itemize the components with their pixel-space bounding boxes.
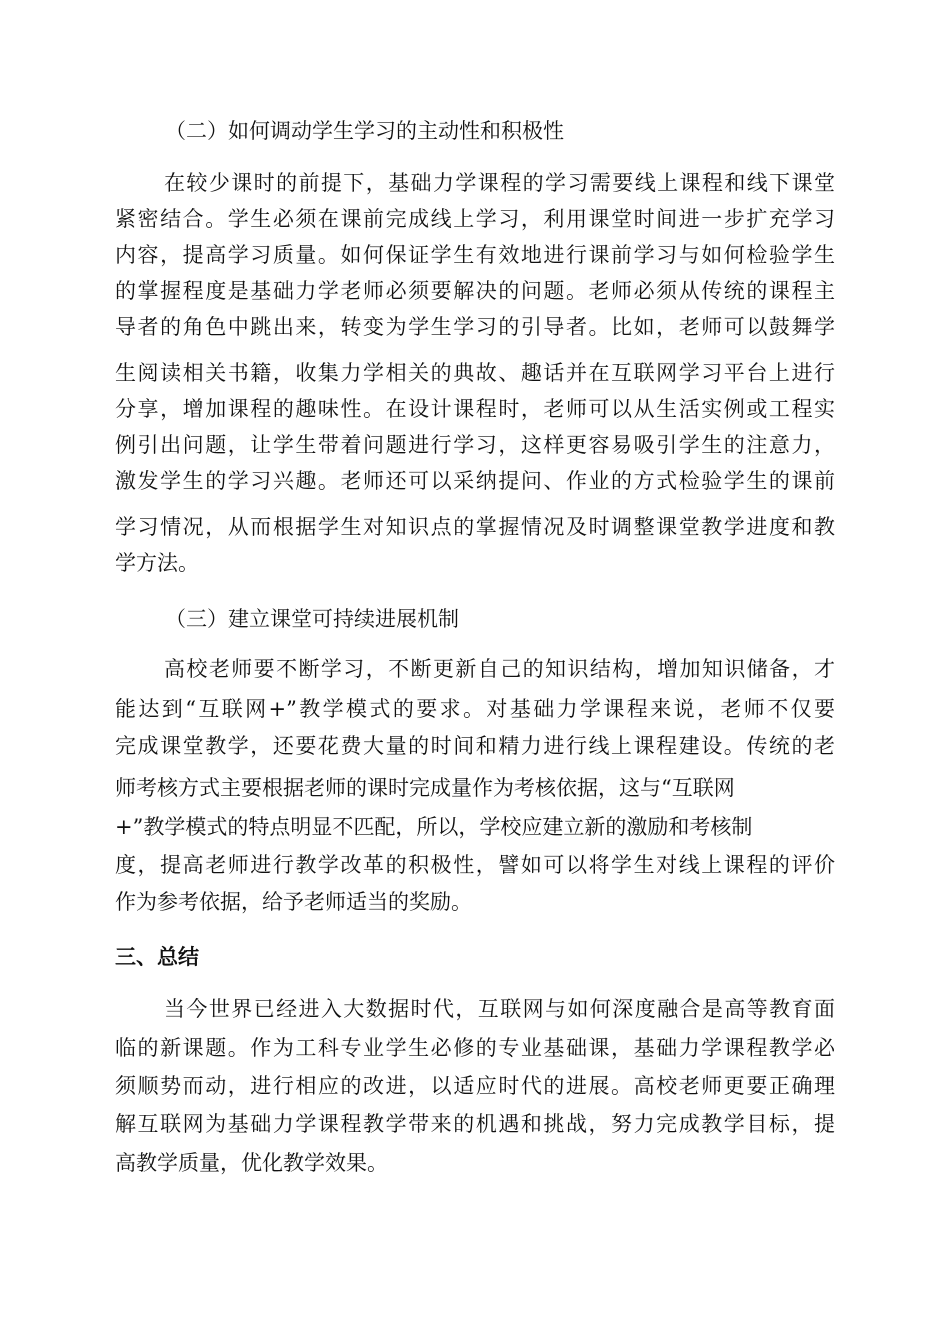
paragraph-line: 能达到“互联网+”教学模式的要求。对基础力学课程来说，老师不仅要 [115, 697, 835, 721]
section-heading: 三、总结 [115, 944, 199, 969]
paragraph-line: 例引出问题，让学生带着问题进行学习，这样更容易吸引学生的注意力， [115, 433, 835, 457]
paragraph-line: 完成课堂教学，还要花费大量的时间和精力进行线上课程建设。传统的老 [115, 734, 835, 758]
paragraph-line: 度，提高老师进行教学改革的积极性，譬如可以将学生对线上课程的评价 [115, 853, 835, 877]
paragraph-line: 学习情况，从而根据学生对知识点的掌握情况及时调整课堂教学进度和教 [115, 515, 835, 539]
paragraph-line: 激发学生的学习兴趣。老师还可以采纳提问、作业的方式检验学生的课前 [115, 469, 835, 493]
subheading-3: （三）建立课堂可持续进展机制 [165, 607, 459, 631]
paragraph-line: 在较少课时的前提下，基础力学课程的学习需要线上课程和线下课堂 [164, 171, 835, 195]
paragraph-line: 须顺势而动，进行相应的改进，以适应时代的进展。高校老师更要正确理 [115, 1074, 835, 1098]
paragraph-line: 解互联网为基础力学课程教学带来的机遇和挑战，努力完成教学目标，提 [115, 1112, 835, 1136]
paragraph-line: 作为参考依据，给予老师适当的奖励。 [115, 890, 472, 914]
paragraph-line: 学方法。 [115, 551, 199, 575]
paragraph-line: 导者的角色中跳出来，转变为学生学习的引导者。比如，老师可以鼓舞学 [115, 315, 835, 339]
paragraph-line: 内容，提高学习质量。如何保证学生有效地进行课前学习与如何检验学生 [115, 243, 835, 267]
paragraph-line: 师考核方式主要根据老师的课时完成量作为考核依据，这与“互联网 [115, 776, 735, 800]
paragraph-line: 的掌握程度是基础力学老师必须要解决的问题。老师必须从传统的课程主 [115, 279, 835, 303]
paragraph-line: 生阅读相关书籍，收集力学相关的典故、趣话并在互联网学习平台上进行 [115, 361, 835, 385]
paragraph-line: 临的新课题。作为工科专业学生必修的专业基础课，基础力学课程教学必 [115, 1036, 835, 1060]
paragraph-line: 分享，增加课程的趣味性。在设计课程时，老师可以从生活实例或工程实 [115, 397, 835, 421]
subheading-2: （二）如何调动学生学习的主动性和积极性 [165, 119, 564, 143]
paragraph-line: +”教学模式的特点明显不匹配，所以，学校应建立新的激励和考核制 [115, 815, 753, 839]
paragraph-line: 紧密结合。学生必须在课前完成线上学习，利用课堂时间进一步扩充学习 [115, 207, 835, 231]
paragraph-line: 当今世界已经进入大数据时代，互联网与如何深度融合是高等教育面 [164, 997, 835, 1021]
paragraph-line: 高教学质量，优化教学效果。 [115, 1151, 388, 1175]
paragraph-line: 高校老师要不断学习，不断更新自己的知识结构，增加知识储备，才 [164, 657, 835, 681]
